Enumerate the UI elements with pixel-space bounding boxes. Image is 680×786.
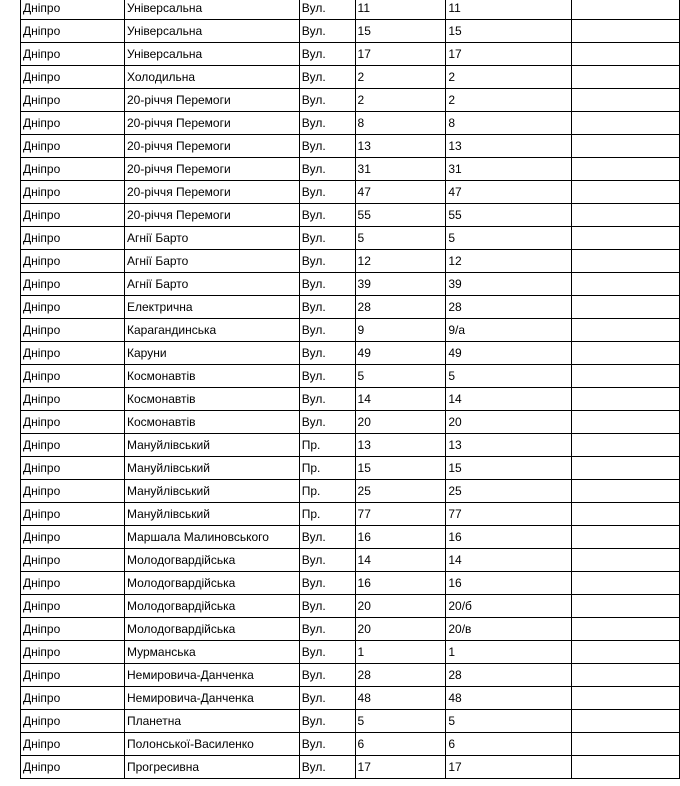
note-cell bbox=[571, 710, 679, 733]
city-cell: Дніпро bbox=[21, 480, 125, 503]
house-to-cell: 2 bbox=[446, 89, 571, 112]
street-cell: Мурманська bbox=[125, 641, 300, 664]
city-cell: Дніпро bbox=[21, 457, 125, 480]
house-from-cell: 25 bbox=[355, 480, 446, 503]
house-to-cell: 5 bbox=[446, 710, 571, 733]
city-cell: Дніпро bbox=[21, 204, 125, 227]
city-cell: Дніпро bbox=[21, 365, 125, 388]
street-cell: Карагандинська bbox=[125, 319, 300, 342]
table-row bbox=[21, 135, 680, 158]
house-from-cell: 48 bbox=[355, 687, 446, 710]
city-cell: Дніпро bbox=[21, 89, 125, 112]
house-from-cell: 31 bbox=[355, 158, 446, 181]
city-cell: Дніпро bbox=[21, 549, 125, 572]
note-cell bbox=[571, 388, 679, 411]
house-from-cell: 28 bbox=[355, 664, 446, 687]
table-row bbox=[21, 296, 680, 319]
house-from-cell: 14 bbox=[355, 549, 446, 572]
address-table-body bbox=[21, 0, 680, 779]
city-cell: Дніпро bbox=[21, 135, 125, 158]
house-to-cell: 20/б bbox=[446, 595, 571, 618]
house-to-cell: 5 bbox=[446, 227, 571, 250]
note-cell bbox=[571, 273, 679, 296]
street-cell: Немировича-Данченка bbox=[125, 664, 300, 687]
table-row bbox=[21, 549, 680, 572]
note-cell bbox=[571, 135, 679, 158]
note-cell bbox=[571, 0, 679, 20]
table-row bbox=[21, 457, 680, 480]
house-to-cell: 20 bbox=[446, 411, 571, 434]
street-cell: Полонської-Василенко bbox=[125, 733, 300, 756]
house-to-cell: 14 bbox=[446, 388, 571, 411]
house-to-cell: 6 bbox=[446, 733, 571, 756]
street-cell: Мануйлівський bbox=[125, 480, 300, 503]
note-cell bbox=[571, 618, 679, 641]
street-type-cell: Вул. bbox=[299, 572, 355, 595]
house-from-cell: 14 bbox=[355, 388, 446, 411]
street-type-cell: Вул. bbox=[299, 273, 355, 296]
street-type-cell: Вул. bbox=[299, 204, 355, 227]
house-to-cell: 20/в bbox=[446, 618, 571, 641]
house-to-cell: 28 bbox=[446, 296, 571, 319]
note-cell bbox=[571, 595, 679, 618]
street-cell: Агнії Барто bbox=[125, 250, 300, 273]
city-cell: Дніпро bbox=[21, 526, 125, 549]
table-row bbox=[21, 204, 680, 227]
house-from-cell: 5 bbox=[355, 365, 446, 388]
street-type-cell: Вул. bbox=[299, 595, 355, 618]
house-to-cell: 12 bbox=[446, 250, 571, 273]
city-cell: Дніпро bbox=[21, 572, 125, 595]
table-row bbox=[21, 250, 680, 273]
street-type-cell: Пр. bbox=[299, 457, 355, 480]
city-cell: Дніпро bbox=[21, 388, 125, 411]
house-from-cell: 16 bbox=[355, 572, 446, 595]
house-to-cell: 55 bbox=[446, 204, 571, 227]
table-row bbox=[21, 411, 680, 434]
note-cell bbox=[571, 319, 679, 342]
table-row bbox=[21, 641, 680, 664]
house-from-cell: 6 bbox=[355, 733, 446, 756]
city-cell: Дніпро bbox=[21, 756, 125, 779]
city-cell: Дніпро bbox=[21, 66, 125, 89]
street-cell: 20-річчя Перемоги bbox=[125, 112, 300, 135]
table-row bbox=[21, 365, 680, 388]
street-cell: Агнії Барто bbox=[125, 227, 300, 250]
city-cell: Дніпро bbox=[21, 733, 125, 756]
table-row bbox=[21, 227, 680, 250]
table-row bbox=[21, 66, 680, 89]
note-cell bbox=[571, 204, 679, 227]
city-cell: Дніпро bbox=[21, 273, 125, 296]
table-row bbox=[21, 595, 680, 618]
table-row bbox=[21, 388, 680, 411]
house-to-cell: 15 bbox=[446, 20, 571, 43]
street-cell: Агнії Барто bbox=[125, 273, 300, 296]
table-row bbox=[21, 572, 680, 595]
street-cell: Космонавтів bbox=[125, 388, 300, 411]
city-cell: Дніпро bbox=[21, 411, 125, 434]
street-cell: Мануйлівський bbox=[125, 434, 300, 457]
note-cell bbox=[571, 227, 679, 250]
street-type-cell: Вул. bbox=[299, 181, 355, 204]
house-to-cell: 47 bbox=[446, 181, 571, 204]
table-row bbox=[21, 756, 680, 779]
table-row bbox=[21, 43, 680, 66]
table-row bbox=[21, 733, 680, 756]
city-cell: Дніпро bbox=[21, 342, 125, 365]
house-from-cell: 49 bbox=[355, 342, 446, 365]
house-to-cell: 14 bbox=[446, 549, 571, 572]
city-cell: Дніпро bbox=[21, 250, 125, 273]
street-type-cell: Пр. bbox=[299, 434, 355, 457]
table-row bbox=[21, 664, 680, 687]
street-cell: Немировича-Данченка bbox=[125, 687, 300, 710]
city-cell: Дніпро bbox=[21, 434, 125, 457]
street-type-cell: Вул. bbox=[299, 43, 355, 66]
table-row bbox=[21, 319, 680, 342]
house-from-cell: 77 bbox=[355, 503, 446, 526]
note-cell bbox=[571, 756, 679, 779]
table-row bbox=[21, 89, 680, 112]
city-cell: Дніпро bbox=[21, 710, 125, 733]
street-type-cell: Вул. bbox=[299, 0, 355, 20]
house-from-cell: 55 bbox=[355, 204, 446, 227]
note-cell bbox=[571, 411, 679, 434]
table-row bbox=[21, 342, 680, 365]
street-type-cell: Вул. bbox=[299, 89, 355, 112]
street-cell: Каруни bbox=[125, 342, 300, 365]
city-cell: Дніпро bbox=[21, 503, 125, 526]
street-cell: Мануйлівський bbox=[125, 457, 300, 480]
house-to-cell: 5 bbox=[446, 365, 571, 388]
street-type-cell: Вул. bbox=[299, 641, 355, 664]
street-type-cell: Вул. bbox=[299, 227, 355, 250]
table-row bbox=[21, 112, 680, 135]
city-cell: Дніпро bbox=[21, 641, 125, 664]
street-cell: Універсальна bbox=[125, 20, 300, 43]
street-cell: Мануйлівський bbox=[125, 503, 300, 526]
street-type-cell: Вул. bbox=[299, 526, 355, 549]
note-cell bbox=[571, 572, 679, 595]
street-type-cell: Вул. bbox=[299, 664, 355, 687]
street-type-cell: Вул. bbox=[299, 733, 355, 756]
street-type-cell: Вул. bbox=[299, 135, 355, 158]
house-from-cell: 9 bbox=[355, 319, 446, 342]
street-type-cell: Вул. bbox=[299, 66, 355, 89]
house-to-cell: 2 bbox=[446, 66, 571, 89]
city-cell: Дніпро bbox=[21, 0, 125, 20]
city-cell: Дніпро bbox=[21, 181, 125, 204]
street-type-cell: Вул. bbox=[299, 250, 355, 273]
street-cell: 20-річчя Перемоги bbox=[125, 204, 300, 227]
note-cell bbox=[571, 434, 679, 457]
city-cell: Дніпро bbox=[21, 664, 125, 687]
street-cell: Холодильна bbox=[125, 66, 300, 89]
table-row bbox=[21, 503, 680, 526]
street-type-cell: Вул. bbox=[299, 618, 355, 641]
house-to-cell: 49 bbox=[446, 342, 571, 365]
house-to-cell: 11 bbox=[446, 0, 571, 20]
house-from-cell: 20 bbox=[355, 411, 446, 434]
street-type-cell: Вул. bbox=[299, 411, 355, 434]
note-cell bbox=[571, 687, 679, 710]
house-to-cell: 16 bbox=[446, 572, 571, 595]
house-from-cell: 5 bbox=[355, 710, 446, 733]
street-cell: Молодогвардійська bbox=[125, 618, 300, 641]
house-from-cell: 13 bbox=[355, 434, 446, 457]
house-from-cell: 5 bbox=[355, 227, 446, 250]
table-row bbox=[21, 434, 680, 457]
house-to-cell: 8 bbox=[446, 112, 571, 135]
city-cell: Дніпро bbox=[21, 319, 125, 342]
street-cell: Молодогвардійська bbox=[125, 572, 300, 595]
house-to-cell: 39 bbox=[446, 273, 571, 296]
city-cell: Дніпро bbox=[21, 112, 125, 135]
house-from-cell: 12 bbox=[355, 250, 446, 273]
house-from-cell: 17 bbox=[355, 43, 446, 66]
table-row bbox=[21, 480, 680, 503]
house-from-cell: 8 bbox=[355, 112, 446, 135]
street-type-cell: Вул. bbox=[299, 710, 355, 733]
house-from-cell: 16 bbox=[355, 526, 446, 549]
table-row bbox=[21, 20, 680, 43]
street-type-cell: Вул. bbox=[299, 112, 355, 135]
street-type-cell: Вул. bbox=[299, 319, 355, 342]
note-cell bbox=[571, 158, 679, 181]
house-from-cell: 20 bbox=[355, 618, 446, 641]
table-row bbox=[21, 0, 680, 20]
house-to-cell: 13 bbox=[446, 434, 571, 457]
house-to-cell: 28 bbox=[446, 664, 571, 687]
table-row bbox=[21, 526, 680, 549]
street-type-cell: Вул. bbox=[299, 756, 355, 779]
house-to-cell: 16 bbox=[446, 526, 571, 549]
note-cell bbox=[571, 66, 679, 89]
note-cell bbox=[571, 296, 679, 319]
house-to-cell: 17 bbox=[446, 756, 571, 779]
note-cell bbox=[571, 89, 679, 112]
house-to-cell: 77 bbox=[446, 503, 571, 526]
house-to-cell: 31 bbox=[446, 158, 571, 181]
note-cell bbox=[571, 733, 679, 756]
street-cell: Маршала Малиновського bbox=[125, 526, 300, 549]
street-cell: 20-річчя Перемоги bbox=[125, 181, 300, 204]
street-cell: Електрична bbox=[125, 296, 300, 319]
street-type-cell: Вул. bbox=[299, 365, 355, 388]
note-cell bbox=[571, 641, 679, 664]
street-cell: Молодогвардійська bbox=[125, 549, 300, 572]
table-row bbox=[21, 687, 680, 710]
note-cell bbox=[571, 365, 679, 388]
house-from-cell: 2 bbox=[355, 66, 446, 89]
house-from-cell: 47 bbox=[355, 181, 446, 204]
house-from-cell: 1 bbox=[355, 641, 446, 664]
house-from-cell: 2 bbox=[355, 89, 446, 112]
street-cell: Молодогвардійська bbox=[125, 595, 300, 618]
city-cell: Дніпро bbox=[21, 227, 125, 250]
street-cell: 20-річчя Перемоги bbox=[125, 135, 300, 158]
street-cell: 20-річчя Перемоги bbox=[125, 89, 300, 112]
street-cell: Планетна bbox=[125, 710, 300, 733]
house-from-cell: 15 bbox=[355, 20, 446, 43]
house-from-cell: 28 bbox=[355, 296, 446, 319]
street-type-cell: Вул. bbox=[299, 296, 355, 319]
note-cell bbox=[571, 250, 679, 273]
street-cell: Універсальна bbox=[125, 43, 300, 66]
street-cell: Космонавтів bbox=[125, 411, 300, 434]
street-type-cell: Вул. bbox=[299, 388, 355, 411]
house-to-cell: 25 bbox=[446, 480, 571, 503]
city-cell: Дніпро bbox=[21, 20, 125, 43]
note-cell bbox=[571, 480, 679, 503]
street-cell: Прогресивна bbox=[125, 756, 300, 779]
house-to-cell: 9/а bbox=[446, 319, 571, 342]
note-cell bbox=[571, 342, 679, 365]
note-cell bbox=[571, 20, 679, 43]
house-to-cell: 17 bbox=[446, 43, 571, 66]
table-row bbox=[21, 710, 680, 733]
street-type-cell: Вул. bbox=[299, 549, 355, 572]
city-cell: Дніпро bbox=[21, 618, 125, 641]
house-to-cell: 15 bbox=[446, 457, 571, 480]
city-cell: Дніпро bbox=[21, 595, 125, 618]
house-from-cell: 11 bbox=[355, 0, 446, 20]
street-type-cell: Вул. bbox=[299, 158, 355, 181]
city-cell: Дніпро bbox=[21, 43, 125, 66]
table-row bbox=[21, 618, 680, 641]
street-type-cell: Вул. bbox=[299, 342, 355, 365]
note-cell bbox=[571, 112, 679, 135]
house-to-cell: 1 bbox=[446, 641, 571, 664]
city-cell: Дніпро bbox=[21, 296, 125, 319]
street-type-cell: Пр. bbox=[299, 480, 355, 503]
house-from-cell: 13 bbox=[355, 135, 446, 158]
house-to-cell: 48 bbox=[446, 687, 571, 710]
table-row bbox=[21, 273, 680, 296]
house-from-cell: 17 bbox=[355, 756, 446, 779]
note-cell bbox=[571, 457, 679, 480]
table-row bbox=[21, 181, 680, 204]
note-cell bbox=[571, 526, 679, 549]
note-cell bbox=[571, 181, 679, 204]
house-to-cell: 13 bbox=[446, 135, 571, 158]
street-type-cell: Вул. bbox=[299, 687, 355, 710]
city-cell: Дніпро bbox=[21, 687, 125, 710]
street-type-cell: Пр. bbox=[299, 503, 355, 526]
house-from-cell: 15 bbox=[355, 457, 446, 480]
street-type-cell: Вул. bbox=[299, 20, 355, 43]
house-from-cell: 20 bbox=[355, 595, 446, 618]
note-cell bbox=[571, 503, 679, 526]
city-cell: Дніпро bbox=[21, 158, 125, 181]
street-cell: Універсальна bbox=[125, 0, 300, 20]
street-cell: 20-річчя Перемоги bbox=[125, 158, 300, 181]
table-row bbox=[21, 158, 680, 181]
note-cell bbox=[571, 664, 679, 687]
note-cell bbox=[571, 43, 679, 66]
address-table bbox=[20, 0, 680, 779]
street-cell: Космонавтів bbox=[125, 365, 300, 388]
house-from-cell: 39 bbox=[355, 273, 446, 296]
note-cell bbox=[571, 549, 679, 572]
